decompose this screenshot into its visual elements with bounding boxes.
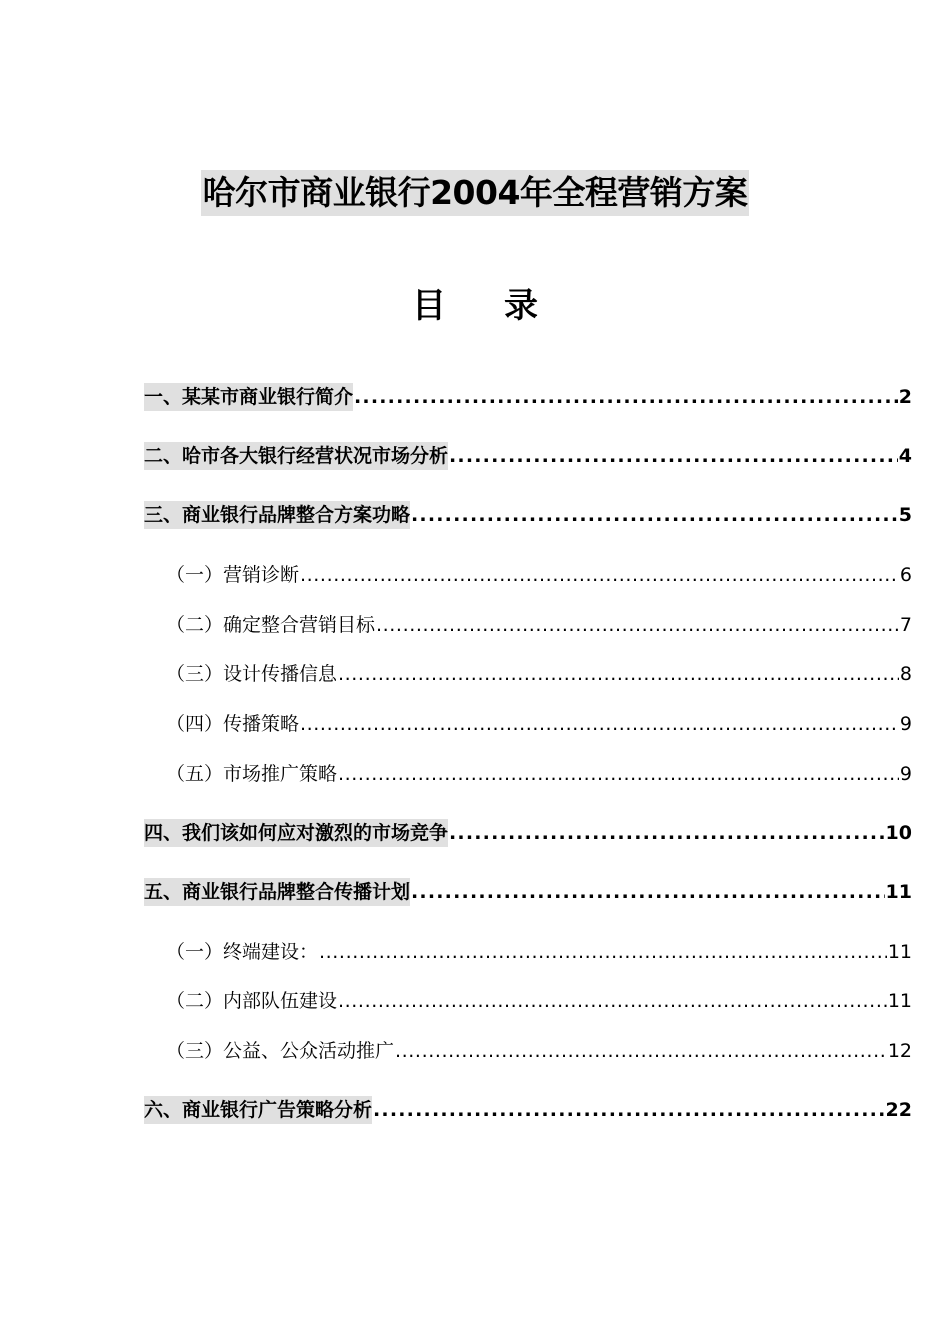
toc-entry[interactable] — [166, 987, 912, 1015]
toc-leader-dots — [395, 1037, 887, 1065]
toc-entry-label: 四、我们该如何应对激烈的市场竞争 — [144, 819, 448, 847]
toc-leader-dots — [338, 760, 899, 788]
toc-leader-dots — [411, 878, 885, 906]
toc-page-number: 22 — [885, 1099, 912, 1121]
toc-entry-label: （五）市场推广策略 — [166, 763, 338, 785]
toc-entry-label: （二）内部队伍建设 — [166, 990, 338, 1012]
toc-entry-label: 五、商业银行品牌整合传播计划 — [144, 878, 410, 906]
toc-page-number: 9 — [899, 763, 912, 785]
toc-entry[interactable] — [144, 878, 912, 906]
toc-page-number: 10 — [885, 822, 912, 844]
toc-entry-label: 一、某某市商业银行简介 — [144, 383, 353, 411]
toc-entry[interactable] — [166, 938, 912, 966]
document-title: 哈尔市商业银行2004年全程营销方案 — [201, 170, 750, 216]
toc-entry[interactable] — [166, 611, 912, 639]
toc-page-number: 4 — [898, 445, 912, 467]
toc-entry-label: （一）终端建设： — [166, 941, 319, 963]
toc-entry-label: （二）确定整合营销目标 — [166, 614, 376, 636]
toc-page-number: 8 — [899, 663, 912, 685]
toc-leader-dots — [338, 660, 899, 688]
toc-entry[interactable] — [166, 1037, 912, 1065]
toc-entry[interactable] — [166, 710, 912, 738]
toc-entry-label: （三）设计传播信息 — [166, 663, 338, 685]
toc-leader-dots — [319, 938, 887, 966]
toc-leader-dots — [449, 819, 885, 847]
toc-entry[interactable] — [144, 383, 912, 411]
toc-leader-dots — [376, 611, 899, 639]
toc-leader-dots — [449, 442, 898, 470]
toc-leader-dots — [411, 501, 898, 529]
toc-leader-dots — [300, 710, 899, 738]
toc-entry[interactable] — [166, 660, 912, 688]
toc-entry[interactable] — [166, 561, 912, 589]
toc-leader-dots — [354, 383, 898, 411]
toc-page-number: 11 — [887, 941, 912, 963]
toc-page-number: 2 — [898, 386, 912, 408]
toc-entry-label: 三、商业银行品牌整合方案功略 — [144, 501, 410, 529]
toc-entry-label: （一）营销诊断 — [166, 564, 300, 586]
toc-page-number: 11 — [885, 881, 912, 903]
toc-entry-label: （四）传播策略 — [166, 713, 300, 735]
toc-leader-dots — [373, 1096, 885, 1124]
toc-page-number: 11 — [887, 990, 912, 1012]
toc-page-number: 5 — [898, 504, 912, 526]
toc-entry[interactable] — [144, 442, 912, 470]
toc-leader-dots — [300, 561, 899, 589]
toc-entry-label: 六、商业银行广告策略分析 — [144, 1096, 372, 1124]
toc-entry-label: （三）公益、公众活动推广 — [166, 1040, 395, 1062]
toc-entry-label: 二、哈市各大银行经营状况市场分析 — [144, 442, 448, 470]
toc-page-number: 7 — [899, 614, 912, 636]
toc-heading: 目录 — [412, 286, 596, 326]
toc-entry[interactable] — [144, 1096, 912, 1124]
toc-page-number: 6 — [899, 564, 912, 586]
toc-leader-dots — [338, 987, 887, 1015]
toc-page-number: 9 — [899, 713, 912, 735]
toc-entry[interactable] — [144, 501, 912, 529]
toc-page-number: 12 — [887, 1040, 912, 1062]
toc-entry[interactable] — [166, 760, 912, 788]
toc-entry[interactable] — [144, 819, 912, 847]
